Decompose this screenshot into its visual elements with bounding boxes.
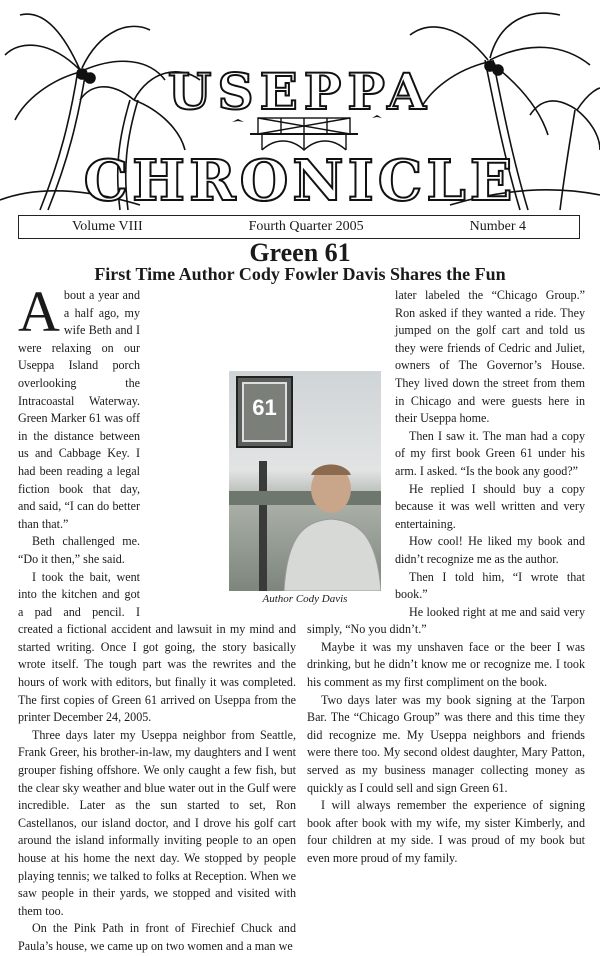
- marker-number: 61: [252, 395, 277, 420]
- article-paragraph: Beth challenged me. “Do it then,” she said.: [18, 534, 140, 566]
- masthead-title-bottom: CHRONICLE: [83, 148, 517, 214]
- issue-info-bar: [18, 215, 580, 239]
- article-paragraph: later labeled the “Chicago Group.” Ron asked if they wanted a ride. They jumped on the golf cart and told us they were friends of Cedric and Juliet, owners of The Governor’s House. They lived down the street from them in Chicago and were guests here in their Useppa home.: [395, 288, 585, 426]
- author-photo: [229, 371, 381, 591]
- article-paragraph: About a year and a half ago, my wife Beth and I were relaxing on our Useppa Island porch overlooking the Intracoastal Waterway. Green Marker 61 was off in the distance between us and Cabbage Key. I had been reading a legal fiction book that day, and said, “I can do better than that.”: [18, 279, 141, 531]
- article-paragraph: On the Pink Path in front of Firechief Chuck and Paula’s house, we came up on two women and a man we: [18, 921, 296, 953]
- drop-cap: A: [18, 279, 60, 344]
- article-paragraph: Three days later my Useppa neighbor from Seattle, Frank Greer, his brother-in-law, my daughters and I went grouper fishing offshore. We only caught a few fish, but the clear sky weather and blue water out in the Gulf were incredible. Later as the sun started to set, Ron Castellanos, our island doctor, and I drove his golf cart around the island informally inviting people to an open house at his home the next day. We stopped by people playing tennis; we talked to folks at Reception. When we saw people in their yards, we stopped and visited with them too.: [18, 727, 296, 918]
- article-subhead: First Time Author Cody Fowler Davis Shares the Fun: [94, 264, 506, 284]
- masthead-title-top: USEPPA: [167, 62, 433, 121]
- article-paragraph: How cool! He liked my book and didn’t recognize me as the author.: [395, 534, 585, 566]
- article-paragraph: Maybe it was my unshaven face or the beer I was drinking, but he didn’t know me or recognize me. I took his comment as my first compliment on the book.: [307, 639, 585, 690]
- article-paragraph: I took the bait, went into the kitchen and got a pad and pencil. I created a fictional accident and lawsuit in my mind and started writing. Once I got going, the story basically wrote itself. The tough part was the rewrites and the hours of work with editors, but finally it was completed. The first copies of Green 61 arrived on Useppa from the printer December 24, 2005.: [18, 569, 296, 725]
- article-paragraph: Two days later was my book signing at the Tarpon Bar. The “Chicago Group” was there and this time they did recognize me. My Useppa neighbors and friends were there too. My second oldest daughter, Mary Patton, served as my business manager collecting money as quickly as I could sell and sign Green 61.: [307, 692, 585, 795]
- photo-caption: Author Cody Davis: [262, 593, 348, 605]
- article-paragraph: I will always remember the experience of signing book after book with my wife, my sister Kimberly, and four children at my side. I was proud of my book but even more proud of my family.: [307, 798, 585, 865]
- pavilion-icon: [250, 118, 358, 150]
- issue-number: Number 4: [469, 219, 527, 234]
- issue-quarter: Fourth Quarter 2005: [248, 219, 364, 234]
- article-paragraph: Then I saw it. The man had a copy of my first book Green 61 under his arm. I asked. “Is the book any good?”: [395, 428, 585, 478]
- issue-volume: Volume VIII: [71, 219, 143, 234]
- article-headline: Green 61: [249, 238, 351, 267]
- article-paragraph: He looked right at me and said very simply, “No you didn’t.”: [307, 604, 585, 637]
- article-paragraph: He replied I should buy a copy because it was well written and very entertaining.: [395, 481, 585, 531]
- article-paragraph: Then I told him, “I wrote that book.”: [395, 569, 585, 602]
- masthead: [0, 0, 600, 212]
